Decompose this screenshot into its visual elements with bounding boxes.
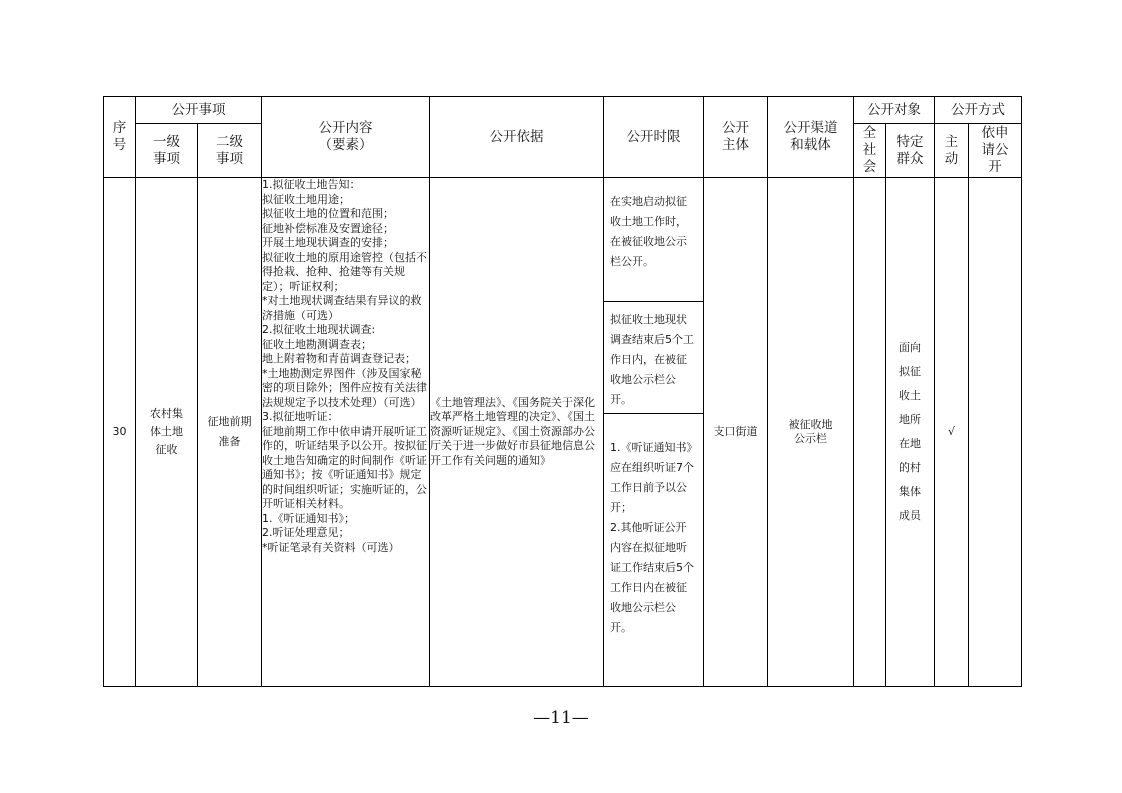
- content-line: 征收土地勘测调查表；: [262, 337, 372, 351]
- header-content: 公开内容 （要素）: [262, 97, 430, 178]
- page-number: —11—: [533, 708, 589, 728]
- header-items-group: 公开事项: [136, 97, 262, 124]
- time-limit-block: 1.《听证通知书》应在组织听证7个工作日前予以公开； 2.其他听证公开内容在拟征地听证工作结束后5个工作日内在被征收地公示栏公开。: [610, 441, 694, 634]
- row-content: [262, 178, 430, 687]
- header-active: 主 动: [935, 124, 969, 178]
- content-line: 3.拟征地听证：: [262, 410, 339, 423]
- header-channel: 公开渠道 和载体: [768, 97, 854, 178]
- content-line: *对土地现状调查结果有异议的救济措施（可选）: [262, 294, 422, 322]
- content-line: 地上附着物和青苗调查登记表；: [262, 352, 416, 365]
- header-basis: 公开依据: [430, 97, 604, 178]
- row-specific: 面向 拟征 收土 地所 在地 的村 集体 成员: [886, 178, 935, 687]
- content-line: 1.《听证通知书》；: [262, 511, 355, 525]
- row-level1: 农村集 体土地 征收: [136, 178, 198, 687]
- header-specific: 特定 群众: [886, 124, 935, 178]
- row-whole-society: [854, 178, 886, 687]
- header-on-request: 依申 请公 开: [969, 124, 1022, 178]
- header-whole-society: 全 社 会: [854, 124, 886, 178]
- row-subject: 支口街道: [704, 178, 768, 687]
- row-on-request: [969, 178, 1022, 687]
- header-target-group: 公开对象: [854, 97, 935, 124]
- content-line: *土地勘测定界图件（涉及国家秘密的项目除外；图件应按有关法律法规规定予以技术处理）（可选）: [262, 366, 427, 409]
- content-line: 2.拟征收土地现状调查:: [262, 323, 376, 336]
- header-time-limit: 公开时限: [604, 97, 704, 178]
- row-basis: 《土地管理法》、《国务院关于深化改革严格土地管理的决定》、《国土资源听证规定》、《国土资源部办公厅关于进一步做好市县征地信息公开工作有关问题的通知》: [430, 178, 604, 687]
- content-line: 拟征收土地的原用途管控（包括不得抢栽、抢种、抢建等有关规定）；听证权利；: [262, 250, 427, 293]
- content-line: 拟征收土地的位置和范围；: [262, 207, 394, 220]
- row-seq: 30: [104, 178, 136, 687]
- row-channel: 被征收地 公示栏: [768, 178, 854, 687]
- content-line: 征地前期工作中依申请开展听证工作的，听证结果予以公开。按拟征收土地告知确定的时间制作《听证通知书》；按《听证通知书》规定的时间组织听证；实施听证的，公开听证相关材料。: [262, 424, 427, 510]
- header-seq: 序 号: [104, 97, 136, 178]
- content-line: 2.听证处理意见；: [262, 526, 350, 539]
- header-mode-group: 公开方式: [935, 97, 1022, 124]
- header-subject: 公开 主体: [704, 97, 768, 178]
- header-row-1: [104, 97, 1022, 124]
- content-line: *听证笔录有关资料（可选）: [262, 540, 400, 554]
- content-line: 拟征收土地用途；: [262, 192, 350, 206]
- row-time-limits: [604, 178, 704, 687]
- disclosure-table: [103, 96, 1022, 687]
- time-limit-block: 拟征收土地现状调查结束后5个工作日内，在被征收地公示栏公开。: [604, 302, 703, 414]
- header-level2: 二级 事项: [198, 124, 262, 178]
- time-limit-block: 在实地启动拟征收土地工作时，在被征收地公示栏公开。: [604, 178, 703, 302]
- row-active-check: √: [935, 178, 969, 687]
- content-line: 开展土地现状调查的安排；: [262, 236, 394, 249]
- header-level1: 一级 事项: [136, 124, 198, 178]
- table-row: [104, 178, 1022, 687]
- content-line: 征地补偿标准及安置途径；: [262, 221, 394, 235]
- row-level2: 征地前期 准备: [198, 178, 262, 687]
- content-line: 1.拟征收土地告知：: [262, 178, 361, 191]
